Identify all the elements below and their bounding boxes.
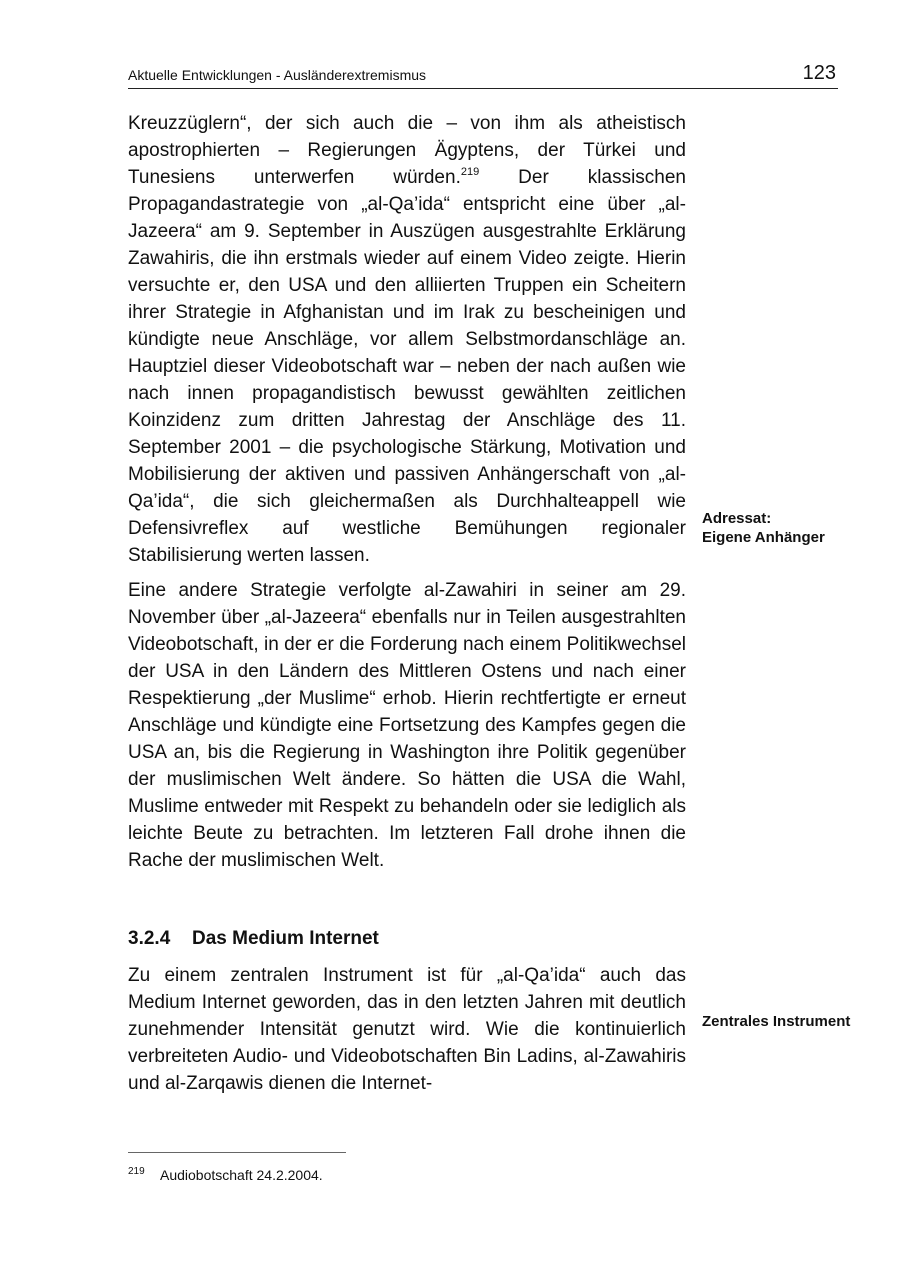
main-text: [128, 110, 686, 1097]
footnote-text: Audiobotschaft 24.2.2004.: [160, 1167, 323, 1183]
margin-note-addressee-line-1: Adressat:: [702, 510, 772, 527]
section-title: Das Medium Internet: [192, 928, 379, 949]
margin-note-addressee-line-2: Eigene Anhänger: [702, 529, 825, 546]
footnote-divider: [128, 1152, 346, 1153]
paragraph-3: Zu einem zentralen Instrument ist für „al-Qa’ida“ auch das Medium Internet geworden, das in den letzten Jahren mit deutlich zunehmender Intensität genutzt wird. Wie die kontinuierlich verbreiteten Audio- und Videobotschaften Bin Ladins, al-Zawahiris und al-Zarqawis dienen die Internet-: [128, 965, 686, 1094]
paragraph-1-part-2: Der klassischen Propagandastrategie von „al-Qa’ida“ entspricht eine über „al-Jazeera“ am 9. September in Auszügen ausgestrahlte Erklärung Zawahiris, die ihn erstmals wieder auf einem Video zeigte. Hierin versuchte er, den USA und den alliierten Truppen ein Scheitern ihrer Strategie in Afghanistan und im Irak zu bescheinigen und kündigte neue Anschläge, vor allem Selbstmordanschläge an. Hauptziel dieser Videobotschaft war – neben der nach außen wie nach innen propagandistisch bewusst gewählten zeitlichen Koinzidenz zum dritten Jahrestag der Anschläge des 11. September 2001 – die psychologische Stärkung, Motivation und Mobilisierung der aktiven und passiven Anhängerschaft von „al-Qa’ida“, die sich gleichermaßen als Durchhalteappell wie Defensivreflex auf westliche Bemühungen regionaler Stabilisierung werten lassen.: [128, 167, 686, 566]
section-heading: [128, 926, 686, 952]
paragraph-2: Eine andere Strategie verfolgte al-Zawahiri in seiner am 29. November über „al-Jazeera“ ebenfalls nur in Teilen ausgestrahlten Videobotschaft, in der er die Forderung nach einem Politikwechsel der USA in den Ländern des Mittleren Ostens und nach einer Respektierung „der Muslime“ erhob. Hierin rechtfertigte er erneut Anschläge und kündigte eine Fortsetzung des Kampfes gegen die USA an, bis die Regierung in Washington ihre Politik gegenüber der muslimischen Welt ändere. So hätten die USA die Wahl, Muslime entweder mit Respekt zu behandeln oder sie lediglich als leichte Beute zu betrachten. Im letzteren Fall drohe ihnen die Rache der muslimischen Welt.: [128, 580, 686, 871]
paragraph-1: [128, 110, 686, 569]
footnote-ref: 219: [460, 166, 480, 178]
margin-note-addressee: [702, 509, 892, 547]
paragraph-1-part-1: Kreuzzüglern“, der sich auch die – von ihm als atheistisch apostrophierten – Regierungen Ägyptens, der Türkei und Tunesiens unterwerfen würden.: [128, 113, 686, 188]
running-title: Aktuelle Entwicklungen - Ausländerextremismus: [128, 67, 427, 83]
margin-note-instrument: Zentrales Instrument: [702, 1013, 851, 1030]
page-number: 123: [802, 62, 836, 84]
page-header: [128, 62, 838, 89]
section-number: 3.2.4: [128, 928, 171, 949]
footnote: 219 Audiobotschaft 24.2.2004.: [128, 1166, 323, 1183]
